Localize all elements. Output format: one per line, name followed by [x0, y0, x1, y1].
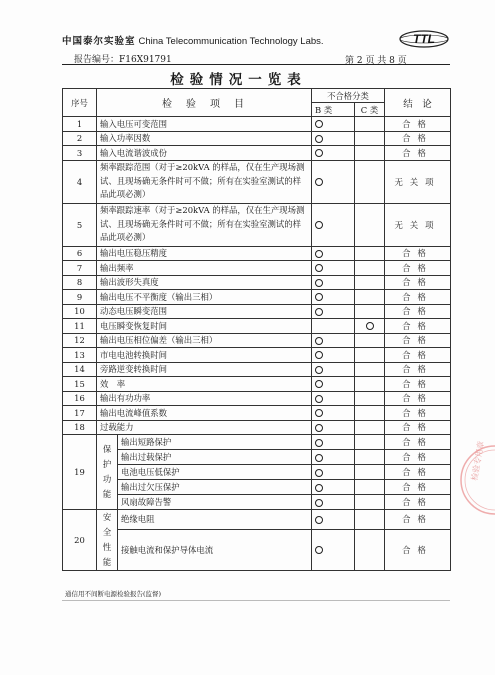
row-c-class	[355, 465, 385, 480]
inspection-seal	[455, 420, 495, 540]
pass-circle-icon	[315, 439, 323, 447]
row-b-class	[312, 406, 355, 421]
group-number: 19	[63, 435, 97, 510]
group-category: 保 护 功 能	[97, 435, 118, 510]
pass-circle-icon	[315, 149, 323, 157]
table-row	[63, 203, 451, 246]
row-c-class	[355, 261, 385, 276]
row-number: 17	[63, 406, 97, 421]
row-c-class	[355, 146, 385, 161]
row-c-class	[355, 495, 385, 510]
row-b-class	[312, 362, 355, 377]
row-b-class	[312, 450, 355, 465]
group-number: 20	[63, 510, 97, 571]
row-item: 输出过载保护	[118, 450, 312, 465]
row-number: 8	[63, 275, 97, 290]
row-c-class	[355, 304, 385, 319]
row-item: 频率跟踪范围（对于≥20kVA 的样品，仅在生产现场测试、且现场确无条件时可不做；所有在实验室测试的样品此项必测）	[97, 160, 312, 203]
row-c-class	[355, 362, 385, 377]
row-number: 1	[63, 117, 97, 132]
report-number: 报告编号：F16X91791	[74, 55, 172, 65]
row-c-class	[355, 435, 385, 450]
row-b-class	[312, 261, 355, 276]
row-b-class	[312, 146, 355, 161]
row-item: 过载能力	[97, 420, 312, 435]
row-conclusion: 合格	[385, 333, 451, 348]
row-item: 风扇故障告警	[118, 495, 312, 510]
table-row	[63, 290, 451, 305]
row-conclusion: 合格	[385, 480, 451, 495]
pass-circle-icon	[315, 250, 323, 258]
row-item: 输出波形失真度	[97, 275, 312, 290]
row-item: 旁路逆变转换时间	[97, 362, 312, 377]
header-c-class: C 类	[355, 103, 385, 117]
row-b-class	[312, 465, 355, 480]
table-row	[63, 435, 451, 450]
row-item: 输出电压稳压精度	[97, 246, 312, 261]
row-item: 输入电压可变范围	[97, 117, 312, 132]
row-b-class	[312, 495, 355, 510]
row-item: 输入功率因数	[97, 131, 312, 146]
header-b-class: B 类	[312, 103, 355, 117]
row-number: 11	[63, 319, 97, 334]
row-c-class	[355, 450, 385, 465]
row-number: 7	[63, 261, 97, 276]
row-item: 电池电压低保护	[118, 465, 312, 480]
row-number: 6	[63, 246, 97, 261]
row-item: 效 率	[97, 377, 312, 392]
pass-circle-icon	[366, 322, 374, 330]
pass-circle-icon	[315, 380, 323, 388]
table-row	[63, 465, 451, 480]
row-item: 绝缘电阻	[118, 510, 312, 530]
row-b-class	[312, 391, 355, 406]
row-conclusion: 合格	[385, 131, 451, 146]
row-number: 10	[63, 304, 97, 319]
header-no: 序号	[63, 89, 97, 117]
row-conclusion: 合格	[385, 450, 451, 465]
row-conclusion: 无关项	[385, 203, 451, 246]
row-c-class	[355, 246, 385, 261]
table-row	[63, 261, 451, 276]
table-row	[63, 246, 451, 261]
table-row	[63, 146, 451, 161]
row-conclusion: 无关项	[385, 160, 451, 203]
row-number: 2	[63, 131, 97, 146]
pass-circle-icon	[315, 178, 323, 186]
row-conclusion: 合格	[385, 406, 451, 421]
table-row	[63, 333, 451, 348]
row-b-class	[312, 160, 355, 203]
footer-note: 通信用不间断电源检验报告(监督)	[65, 590, 162, 598]
pass-circle-icon	[315, 395, 323, 403]
pass-circle-icon	[315, 499, 323, 507]
row-number: 3	[63, 146, 97, 161]
table-row	[63, 377, 451, 392]
row-b-class	[312, 377, 355, 392]
table-row	[63, 348, 451, 363]
row-conclusion: 合格	[385, 495, 451, 510]
row-conclusion: 合格	[385, 304, 451, 319]
pass-circle-icon	[315, 351, 323, 359]
row-c-class	[355, 480, 385, 495]
row-conclusion: 合格	[385, 261, 451, 276]
pass-circle-icon	[315, 279, 323, 287]
row-b-class	[312, 117, 355, 132]
row-c-class	[355, 348, 385, 363]
pass-circle-icon	[315, 337, 323, 345]
row-b-class	[312, 333, 355, 348]
table-row	[63, 117, 451, 132]
row-number: 15	[63, 377, 97, 392]
row-b-class	[312, 420, 355, 435]
row-c-class	[355, 377, 385, 392]
row-number: 12	[63, 333, 97, 348]
row-c-class	[355, 420, 385, 435]
pass-circle-icon	[315, 409, 323, 417]
row-c-class	[355, 391, 385, 406]
page-indicator: 第 2 页 共 8 页	[345, 56, 407, 66]
pass-circle-icon	[315, 484, 323, 492]
row-conclusion: 合格	[385, 420, 451, 435]
row-b-class	[312, 319, 355, 334]
row-number: 16	[63, 391, 97, 406]
pass-circle-icon	[315, 424, 323, 432]
header-item: 检 验 项 目	[97, 89, 312, 117]
ttl-logo	[398, 28, 450, 50]
table-row	[63, 275, 451, 290]
organization-name: 中国泰尔实验室 China Telecommunication Technology Labs.	[62, 36, 324, 47]
row-conclusion: 合格	[385, 465, 451, 480]
row-item: 频率跟踪速率（对于≥20kVA 的样品，仅在生产现场测试、且现场确无条件时可不做；所有在实验室测试的样品此项必测）	[97, 203, 312, 246]
pass-circle-icon	[315, 469, 323, 477]
group-category: 安 全 性 能	[97, 510, 118, 571]
row-number: 14	[63, 362, 97, 377]
row-b-class	[312, 529, 355, 570]
row-b-class	[312, 131, 355, 146]
row-conclusion: 合格	[385, 319, 451, 334]
row-c-class	[355, 510, 385, 530]
row-b-class	[312, 246, 355, 261]
row-item: 输出电压不平衡度（输出三相）	[97, 290, 312, 305]
row-b-class	[312, 290, 355, 305]
header-conclusion: 结 论	[385, 89, 451, 117]
table-row	[63, 362, 451, 377]
row-item: 输出短路保护	[118, 435, 312, 450]
table-row	[63, 131, 451, 146]
page-title: 检验情况一览表	[170, 72, 307, 88]
row-c-class	[355, 333, 385, 348]
table-row	[63, 450, 451, 465]
table-row	[63, 391, 451, 406]
row-item: 接触电流和保护导体电流	[118, 529, 312, 570]
header-rule	[62, 64, 450, 65]
table-row	[63, 495, 451, 510]
row-item: 市电电池转换时间	[97, 348, 312, 363]
table-row	[63, 319, 451, 334]
row-conclusion: 合格	[385, 290, 451, 305]
svg-text:TTL: TTL	[413, 32, 435, 46]
row-number: 18	[63, 420, 97, 435]
inspection-table	[62, 88, 451, 571]
pass-circle-icon	[315, 546, 323, 554]
row-number: 4	[63, 160, 97, 203]
row-conclusion: 合格	[385, 348, 451, 363]
row-c-class	[355, 406, 385, 421]
row-conclusion: 合格	[385, 117, 451, 132]
row-number: 13	[63, 348, 97, 363]
row-conclusion: 合格	[385, 377, 451, 392]
pass-circle-icon	[315, 454, 323, 462]
pass-circle-icon	[315, 264, 323, 272]
row-conclusion: 合格	[385, 435, 451, 450]
row-conclusion: 合格	[385, 529, 451, 570]
row-number: 9	[63, 290, 97, 305]
row-item: 动态电压瞬变范围	[97, 304, 312, 319]
row-b-class	[312, 480, 355, 495]
row-item: 输出电压相位偏差（输出三相）	[97, 333, 312, 348]
row-b-class	[312, 348, 355, 363]
pass-circle-icon	[315, 516, 323, 524]
row-c-class	[355, 319, 385, 334]
table-row	[63, 406, 451, 421]
header-nonconform: 不合格分类	[312, 89, 385, 103]
row-c-class	[355, 203, 385, 246]
table-row	[63, 529, 451, 570]
row-item: 输出过欠压保护	[118, 480, 312, 495]
svg-text:检验专用章: 检验专用章	[470, 440, 486, 482]
row-item: 输入电流谐波成份	[97, 146, 312, 161]
row-item: 输出有功功率	[97, 391, 312, 406]
row-b-class	[312, 275, 355, 290]
row-number: 5	[63, 203, 97, 246]
pass-circle-icon	[315, 135, 323, 143]
row-b-class	[312, 435, 355, 450]
row-c-class	[355, 290, 385, 305]
pass-circle-icon	[315, 221, 323, 229]
row-item: 电压瞬变恢复时间	[97, 319, 312, 334]
pass-circle-icon	[315, 366, 323, 374]
footer-rule	[62, 600, 450, 601]
table-row	[63, 160, 451, 203]
row-b-class	[312, 510, 355, 530]
row-c-class	[355, 529, 385, 570]
table-row	[63, 420, 451, 435]
row-c-class	[355, 275, 385, 290]
row-c-class	[355, 131, 385, 146]
pass-circle-icon	[315, 308, 323, 316]
row-conclusion: 合格	[385, 246, 451, 261]
pass-circle-icon	[315, 293, 323, 301]
row-b-class	[312, 203, 355, 246]
table-row	[63, 510, 451, 530]
row-c-class	[355, 117, 385, 132]
row-conclusion: 合格	[385, 146, 451, 161]
row-conclusion: 合格	[385, 362, 451, 377]
row-conclusion: 合格	[385, 391, 451, 406]
pass-circle-icon	[315, 120, 323, 128]
table-row	[63, 480, 451, 495]
row-b-class	[312, 304, 355, 319]
row-c-class	[355, 160, 385, 203]
table-row	[63, 304, 451, 319]
row-item: 输出电流峰值系数	[97, 406, 312, 421]
row-item: 输出频率	[97, 261, 312, 276]
row-conclusion: 合格	[385, 275, 451, 290]
row-conclusion: 合格	[385, 510, 451, 530]
